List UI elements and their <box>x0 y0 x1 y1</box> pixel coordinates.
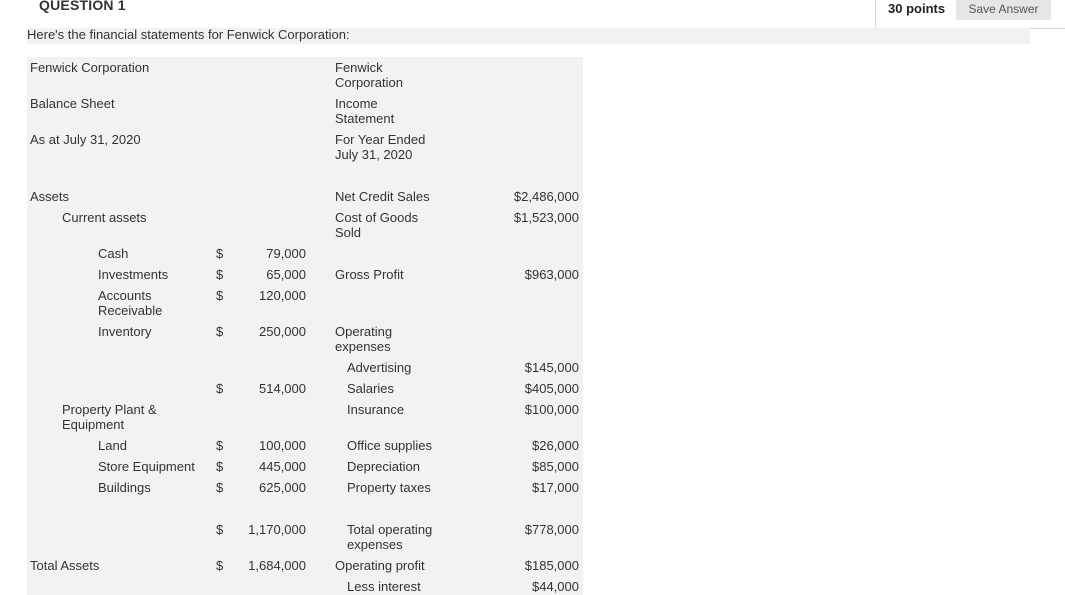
asset-label-investments: Investments <box>98 267 169 282</box>
subtotal-currency: $ <box>216 381 224 396</box>
bs-title: Balance Sheet <box>30 96 115 111</box>
is-title: Income Statement <box>335 96 395 126</box>
asset-amount: 65,000 <box>266 267 306 282</box>
is-amount: $26,000 <box>532 438 579 453</box>
asset-amount: 100,000 <box>259 438 306 453</box>
is-amount: $100,000 <box>524 402 579 417</box>
question-header-controls <box>875 0 1065 29</box>
asset-currency: $ <box>216 480 224 495</box>
asset-label-land: Land <box>98 438 127 453</box>
asset-currency: $ <box>216 324 224 339</box>
is-amount: $145,000 <box>524 360 579 375</box>
is-amount: $44,000 <box>532 579 579 594</box>
is-label-operating-expenses: Operating expenses <box>335 324 393 354</box>
asset-currency: $ <box>216 267 224 282</box>
assets-label: Assets <box>30 189 70 204</box>
asset-label-inventory: Inventory <box>98 324 152 339</box>
asset-label-cash: Cash <box>98 246 129 261</box>
asset-amount: 445,000 <box>259 459 306 474</box>
is-label-gross-profit: Gross Profit <box>335 267 404 282</box>
question-title: QUESTION 1 <box>39 0 126 13</box>
is-label-property-taxes: Property taxes <box>347 480 431 495</box>
is-amount: $185,000 <box>524 558 579 573</box>
subtotal-currency: $ <box>216 522 224 537</box>
asset-amount: 250,000 <box>259 324 306 339</box>
is-period: For Year Ended July 31, 2020 <box>335 132 426 162</box>
is-label-advertising: Advertising <box>347 360 412 375</box>
asset-amount: 120,000 <box>259 288 306 303</box>
asset-currency: $ <box>216 288 224 303</box>
is-label-operating-profit: Operating profit <box>335 558 425 573</box>
bs-date: As at July 31, 2020 <box>30 132 141 147</box>
asset-label-store-equipment: Store Equipment <box>98 459 195 474</box>
is-label-depreciation: Depreciation <box>347 459 420 474</box>
intro-text: Here's the financial statements for Fenwick Corporation: <box>27 27 350 42</box>
total-currency: $ <box>216 558 224 573</box>
is-amount: $1,523,000 <box>513 210 579 225</box>
is-amount: $85,000 <box>532 459 579 474</box>
intro-bar <box>27 28 1030 44</box>
current-assets-label: Current assets <box>62 210 147 225</box>
is-label-total-operating-expenses: Total operating expenses <box>347 522 433 552</box>
bs-company: Fenwick Corporation <box>30 60 150 75</box>
is-label-salaries: Salaries <box>347 381 394 396</box>
is-amount: $405,000 <box>524 381 579 396</box>
current-assets-subtotal: 514,000 <box>259 381 306 396</box>
ppe-subtotal: 1,170,000 <box>248 522 306 537</box>
is-label-cogs: Cost of Goods Sold <box>335 210 419 240</box>
is-amount: $778,000 <box>524 522 579 537</box>
asset-amount: 625,000 <box>259 480 306 495</box>
points-label: 30 points <box>888 1 946 16</box>
is-label-insurance: Insurance <box>347 402 405 417</box>
asset-label-accounts-receivable: Accounts Receivable <box>98 288 163 318</box>
total-assets-label: Total Assets <box>30 558 100 573</box>
asset-currency: $ <box>216 246 224 261</box>
total-assets-amount: 1,684,000 <box>248 558 306 573</box>
asset-label-buildings: Buildings <box>98 480 151 495</box>
asset-currency: $ <box>216 459 224 474</box>
is-label-office-supplies: Office supplies <box>347 438 433 453</box>
asset-currency: $ <box>216 438 224 453</box>
is-company: Fenwick Corporation <box>335 60 403 90</box>
financial-statements-table <box>27 57 583 595</box>
asset-amount: 79,000 <box>266 246 306 261</box>
is-amount: $17,000 <box>532 480 579 495</box>
is-amount: $2,486,000 <box>513 189 579 204</box>
save-answer-button[interactable]: Save Answer <box>956 0 1051 20</box>
is-label-less-interest: Less interest <box>347 579 421 594</box>
is-label-net-credit-sales: Net Credit Sales <box>335 189 430 204</box>
ppe-label: Property Plant & Equipment <box>62 402 157 432</box>
is-amount: $963,000 <box>524 267 579 282</box>
